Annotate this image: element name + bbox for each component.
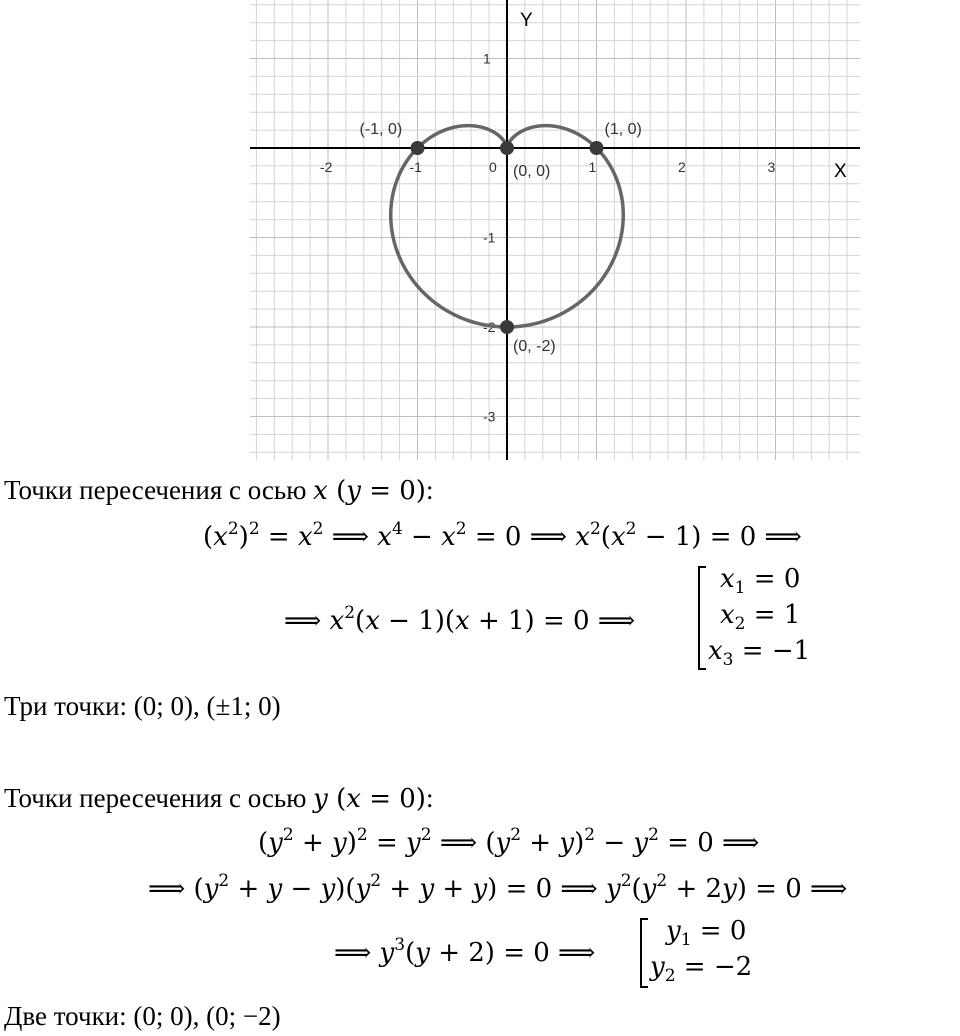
section-x-equation-1: $(x^2)^2 = x^2$ ⟹ $x^4 - x^2 = 0$ ⟹ $x^2(x^2 - 1) = 0$ ⟹ bbox=[203, 519, 802, 552]
section-y-equation-2: ⟹ $(y^2 + y - y)(y^2 + y + y) = 0$ ⟹ $y^2(y^2 + 2y) = 0$ ⟹ bbox=[148, 871, 848, 904]
intersection-point bbox=[590, 141, 604, 155]
root-x2: $x_2 = 1$ bbox=[720, 600, 801, 634]
root-y1: $y_1 = 0$ bbox=[666, 916, 747, 950]
intersection-point bbox=[411, 141, 425, 155]
y-tick-label: 1 bbox=[483, 50, 491, 67]
x-axis-label: X bbox=[834, 161, 847, 182]
section-y-equation-1: $(y^2 + y)^2 = y^2$ ⟹ $(y^2 + y)^2 - y^2 = 0$ ⟹ bbox=[258, 825, 760, 858]
section-y-equation-3: ⟹ $y^3(y + 2) = 0$ ⟹ bbox=[334, 935, 596, 968]
point-label: (-1, 0) bbox=[359, 121, 403, 138]
x-tick-label: 3 bbox=[767, 159, 776, 175]
grid bbox=[250, 0, 860, 460]
x-tick-label: 2 bbox=[678, 159, 686, 175]
point-label: (0, -2) bbox=[513, 338, 556, 355]
section-x-result: Три точки: (0; 0), (±1; 0) bbox=[4, 691, 281, 721]
root-x3: $x_3 = -1$ bbox=[708, 636, 811, 670]
y-tick-label: -3 bbox=[483, 408, 496, 425]
intersection-point bbox=[500, 141, 514, 155]
point-label: (1, 0) bbox=[604, 121, 642, 138]
intersection-point bbox=[500, 320, 514, 334]
axes bbox=[250, 0, 860, 460]
root-y2: $y_2 = -2$ bbox=[650, 952, 753, 986]
y-axis-label: Y bbox=[520, 10, 533, 31]
section-y-result: Две точки: (0; 0), (0; −2) bbox=[4, 1001, 281, 1031]
y-tick-label: -1 bbox=[483, 229, 496, 246]
point-label: (0, 0) bbox=[513, 163, 551, 180]
x-tick-label: 0 bbox=[489, 159, 497, 175]
section-x-roots bbox=[698, 564, 811, 670]
section-y-heading: Точки пересечения с осью y (x = 0): bbox=[4, 783, 434, 814]
x-tick-label: -2 bbox=[320, 159, 333, 175]
section-x-equation-2: ⟹ $x^2(x - 1)(x + 1) = 0$ ⟹ bbox=[284, 603, 636, 636]
root-x1: $x_1 = 0$ bbox=[720, 564, 801, 598]
section-y-roots bbox=[640, 916, 753, 988]
y-tick-label: -2 bbox=[483, 319, 496, 335]
section-x-heading: Точки пересечения с осью x (y = 0): bbox=[4, 475, 434, 506]
x-tick-label: -1 bbox=[409, 159, 422, 175]
x-tick-label: 1 bbox=[588, 159, 597, 175]
cardioid-graph bbox=[250, 0, 860, 460]
